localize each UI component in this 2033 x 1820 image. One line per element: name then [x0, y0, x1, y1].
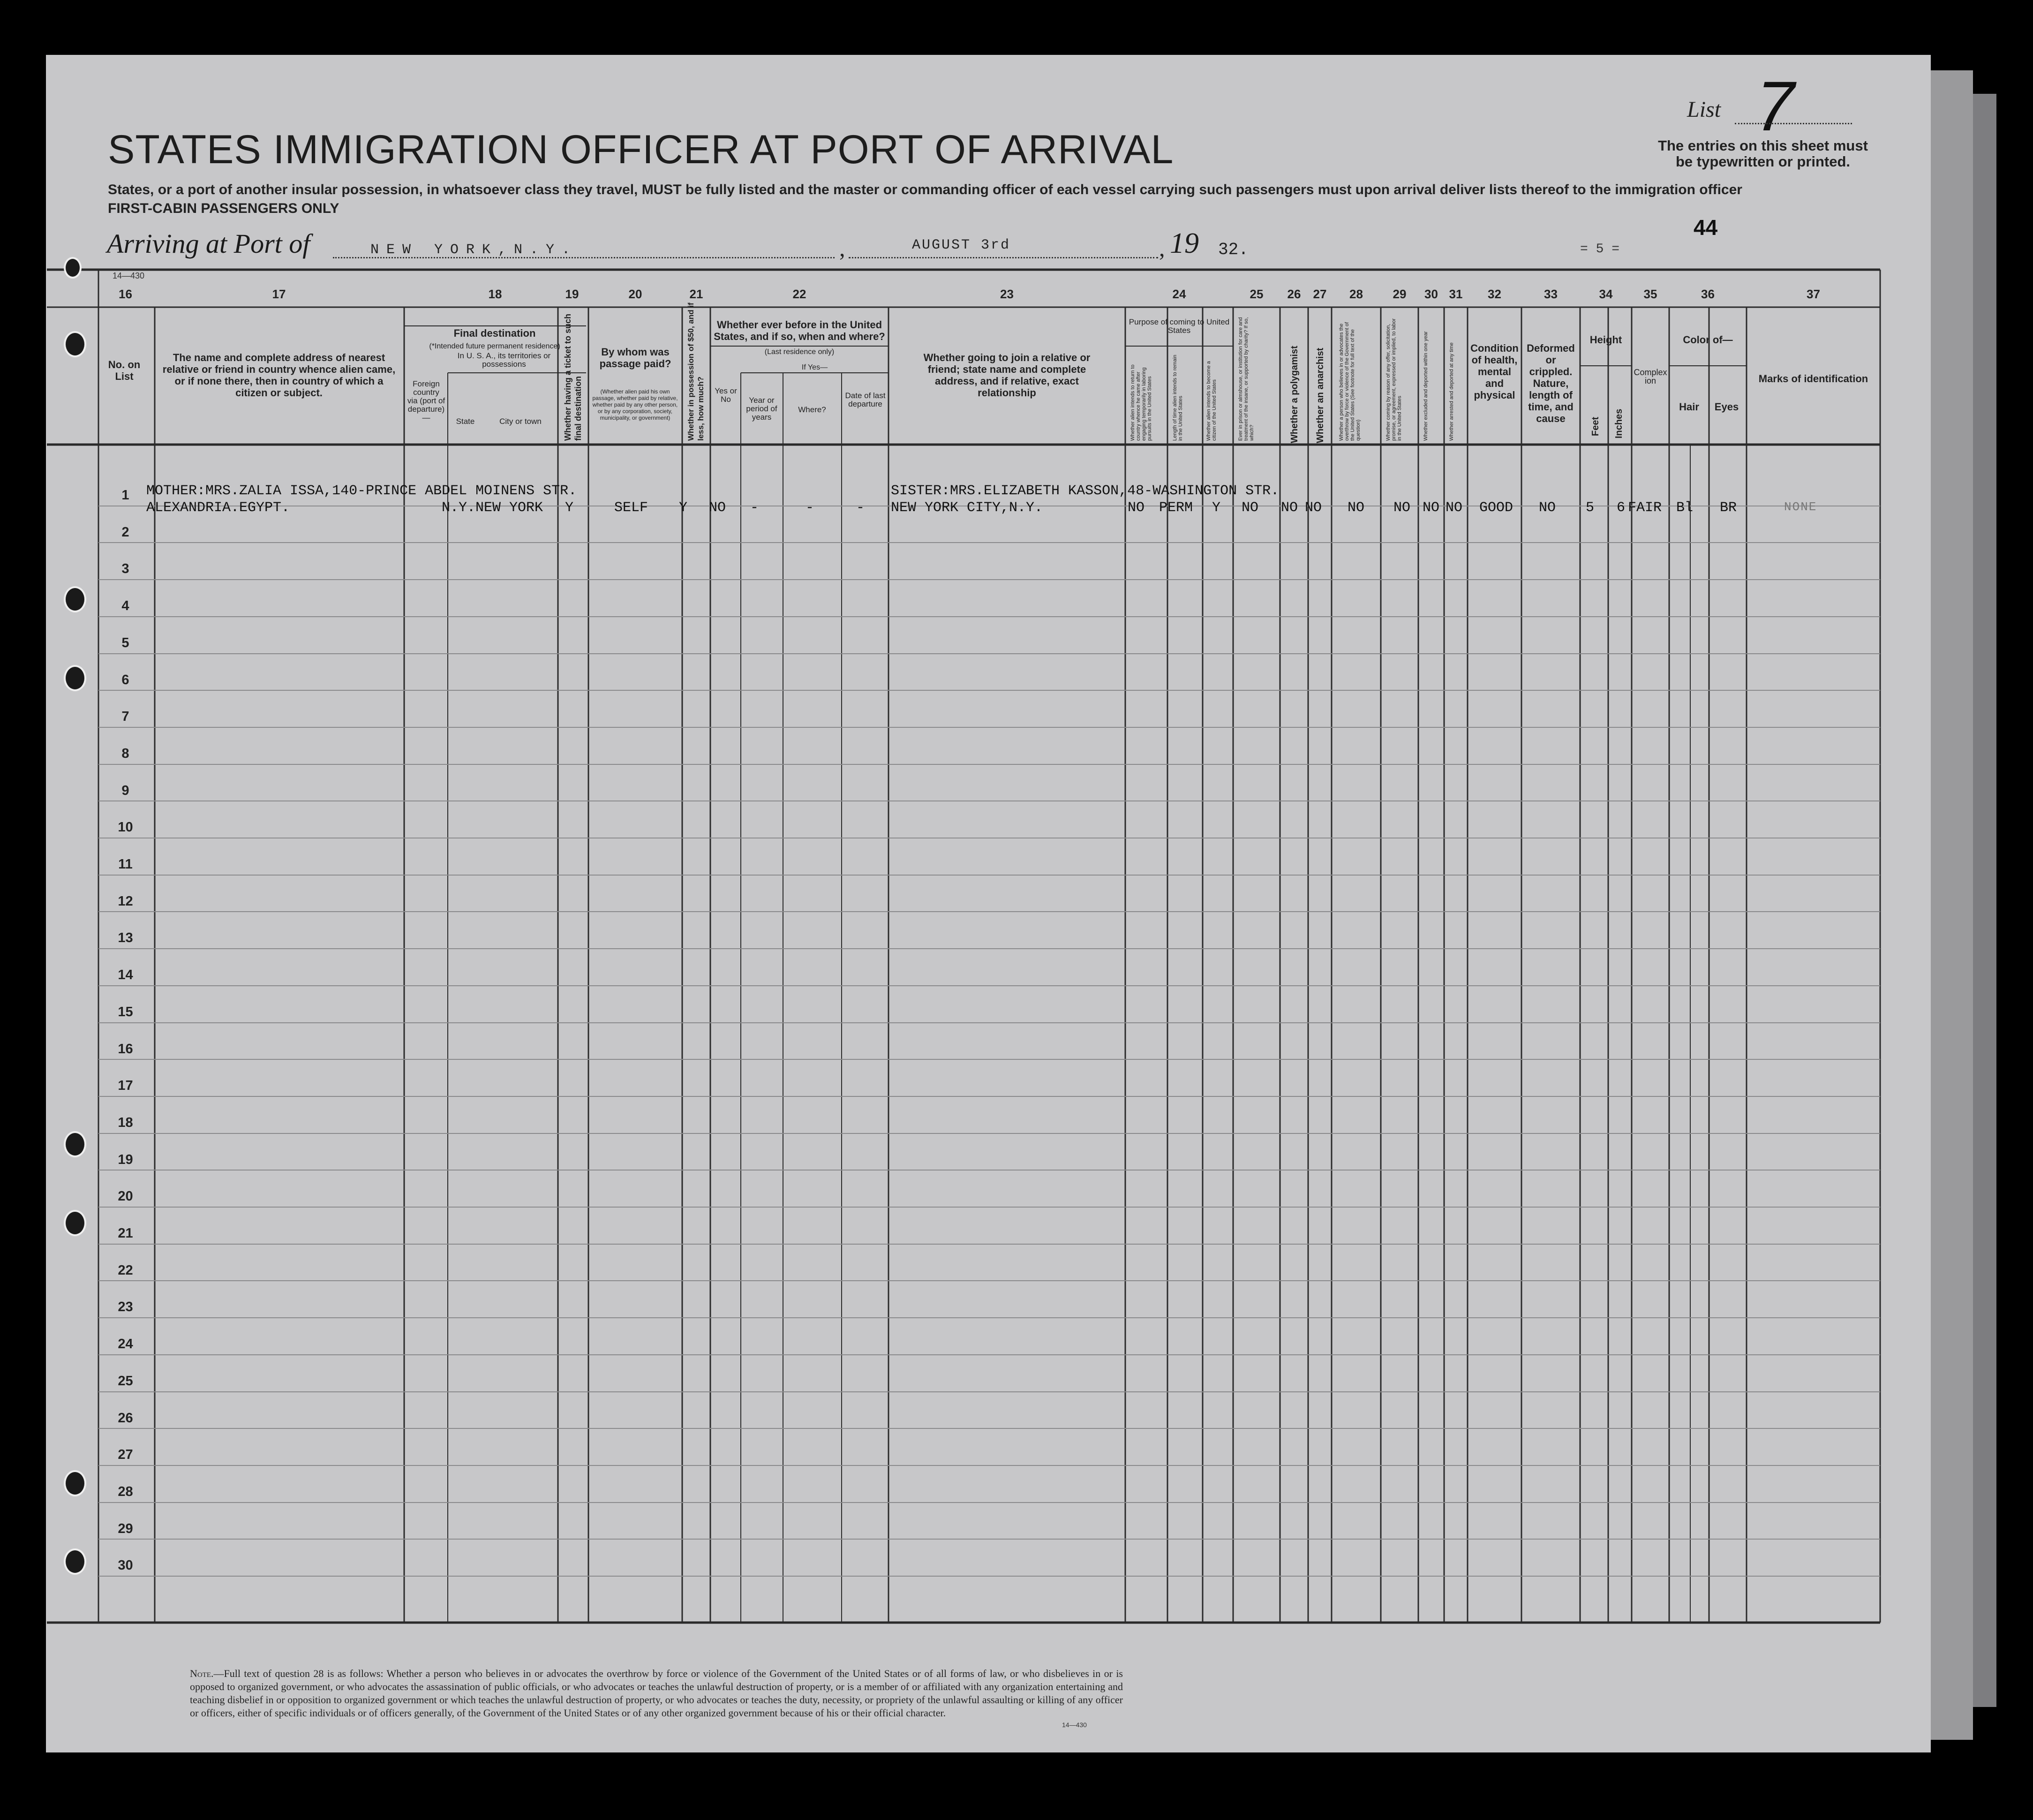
column-number: 33 — [1544, 287, 1558, 301]
entry-relative-line1: MOTHER:MRS.ZALIA ISSA,140-PRINCE ABDEL MOINENS STR. — [146, 483, 577, 499]
row-number: 25 — [118, 1374, 133, 1389]
row-number: 11 — [118, 857, 133, 872]
entry-purpose-citizen: Y — [1212, 500, 1221, 516]
heading-color-of: Color of— — [1683, 334, 1733, 346]
heading-complexion: Complexion — [1634, 368, 1667, 385]
heading-prison: Ever in prison or almshouse, or institution for care and treatment of the insane, or supported by charity? If so, which? — [1238, 317, 1255, 441]
column-number: 34 — [1599, 287, 1613, 301]
heading-nearest-relative: The name and complete address of nearest relative or friend in country whence alien came, or if none there, then in country of which a citizen or subject. — [162, 352, 396, 399]
heading-hair: Hair — [1679, 401, 1699, 413]
entry-prison: NO — [1242, 500, 1259, 516]
column-number: 32 — [1488, 287, 1501, 301]
row-number: 14 — [118, 967, 133, 982]
entry-q31: NO — [1446, 500, 1463, 516]
entry-q30: NO — [1423, 500, 1440, 516]
arriving-label: Arriving at Port of — [107, 228, 310, 259]
entry-marks: NONE — [1784, 500, 1817, 514]
page-number: 44 — [1694, 215, 1718, 240]
entry-inches: 6 — [1617, 500, 1626, 516]
heading-no-on-list: No. on List — [108, 359, 141, 382]
heading-city-or-town: City or town — [499, 417, 542, 426]
column-number: 31 — [1449, 287, 1463, 301]
heading-passage-paid: By whom was passage paid? — [599, 346, 671, 370]
entry-complexion: FAIR — [1628, 500, 1662, 516]
entry-ever-before: NO — [709, 500, 726, 516]
heading-condition: Condition of health, mental and physical — [1470, 342, 1519, 401]
footnote — [190, 1667, 1123, 1720]
year-century: 19 — [1170, 227, 1199, 259]
column-number: 37 — [1807, 287, 1820, 301]
heading-anarchist: Whether an anarchist — [1315, 347, 1325, 443]
entry-destination: N.Y.NEW YORK — [442, 500, 543, 516]
heading-q29: Whether coming by reason of any offer, solicitation, promise, or agreement, expressed or implied, to labor in the United States — [1385, 318, 1402, 441]
list-number: 7 — [1747, 67, 1804, 145]
column-number: 21 — [689, 287, 703, 301]
row-number: 30 — [118, 1558, 133, 1573]
entry-q28: NO — [1348, 500, 1365, 516]
heading-final-destination-note: (*Intended future permanent residence) — [429, 342, 560, 350]
row-number: 2 — [121, 525, 129, 540]
heading-final-destination: Final destination — [453, 327, 536, 339]
column-number: 23 — [1000, 287, 1014, 301]
binder-hole — [64, 1210, 86, 1236]
arrival-date: AUGUST 3rd — [912, 237, 1011, 253]
column-number: 35 — [1643, 287, 1657, 301]
page-mark: = 5 = — [1580, 242, 1620, 257]
heading-last-residence: (Last residence only) — [764, 348, 835, 356]
row-number: 29 — [118, 1521, 133, 1536]
entry-relative-line2: ALEXANDRIA.EGYPT. — [146, 500, 290, 516]
column-number: 30 — [1424, 287, 1438, 301]
binder-hole — [64, 257, 82, 279]
binder-hole — [64, 1131, 86, 1157]
binder-hole — [64, 1548, 86, 1575]
row-number: 20 — [118, 1189, 133, 1204]
row-number: 18 — [118, 1115, 133, 1130]
heading-ever-before: Whether ever before in the United States, and if so, when and where? — [714, 319, 885, 342]
entry-condition: GOOD — [1479, 500, 1513, 516]
entry-eyes: BR — [1720, 500, 1737, 516]
entry-q29: NO — [1393, 500, 1411, 516]
entry-hair: Bl — [1676, 500, 1694, 516]
column-number: 28 — [1349, 287, 1363, 301]
entry-passage-paid: SELF — [614, 500, 648, 516]
column-number: 36 — [1701, 287, 1715, 301]
column-number: 29 — [1393, 287, 1407, 301]
heading-purpose-citizen: Whether alien intends to become a citizen of the United States — [1206, 361, 1217, 441]
row-number: 8 — [121, 746, 129, 761]
entry-purpose-length: PERM — [1159, 500, 1193, 516]
binder-hole — [64, 586, 86, 612]
form-subtitle-cabin: FIRST-CABIN PASSENGERS ONLY — [108, 201, 339, 216]
column-number: 24 — [1172, 287, 1186, 301]
row-number: 7 — [121, 709, 129, 724]
row-number: 17 — [118, 1078, 133, 1093]
heading-polygamist: Whether a polygamist — [1289, 346, 1300, 443]
heading-date-last-departure: Date of last departure — [845, 391, 886, 408]
row-number: 24 — [118, 1337, 133, 1352]
column-number: 25 — [1250, 287, 1264, 301]
arrival-year: 32. — [1218, 240, 1249, 259]
row-number: 27 — [118, 1447, 133, 1462]
column-number: 19 — [565, 287, 579, 301]
heading-foreign-country: Foreign country via (port of departure)— — [407, 379, 445, 422]
entry-join-line2: NEW YORK CITY,N.Y. — [891, 500, 1043, 516]
row-number: 1 — [121, 488, 129, 503]
heading-where: Where? — [798, 405, 826, 414]
heading-q30: Whether excluded and deported within one year — [1423, 331, 1429, 441]
row-number: 15 — [118, 1004, 133, 1020]
heading-join-relative: Whether going to join a relative or friend; state name and complete address, and if relative, exact relationship — [923, 352, 1091, 399]
heading-in-usa: In U. S. A., its territories or possessions — [457, 351, 551, 369]
row-number: 6 — [121, 672, 129, 687]
entry-date-last-departure: - — [856, 500, 865, 516]
row-number: 3 — [121, 561, 129, 576]
entry-ticket: Y — [565, 500, 574, 516]
column-number: 27 — [1313, 287, 1327, 301]
comma-separator-2: , — [1159, 235, 1165, 261]
comma-separator: , — [839, 235, 845, 261]
heading-inches: Inches — [1614, 408, 1624, 438]
column-number: 16 — [119, 287, 132, 301]
row-number: 22 — [118, 1263, 133, 1278]
entry-polygamist: NO — [1281, 500, 1298, 516]
heading-q28: Whether a person who believes in or advocates the overthrow by force or violence of the Government of the United States (See footnote for full text of the question) — [1339, 322, 1361, 441]
footnote-form-code: 14—430 — [1062, 1721, 1087, 1729]
heading-possession-50: Whether in possession of $50, and if less, how much? — [686, 302, 705, 441]
footnote-text: —Full text of question 28 is as follows: Whether a person who believes in or advocates the overthrow by force or violence of the Government of the United States or of all forms of law, or who disbelieves in or is opposed to organized government, or who advocates the assassination of public officials, or who advocates or teaches the unlawful destruction of property, or is a member of or affiliated with any organization entertaining and teaching disbelief in or opposition to organized government or which teaches the unlawful destruction of property, or who advocates or teaches the duty, necessity, or propriety of the unlawful assaulting or killing of any officer or officers, either of specific individuals or of officers generally, of the Government of the United States or of any other organized government because of his or their official character. — [190, 1668, 1123, 1719]
port-of-arrival: NEW YORK,N.Y. — [370, 242, 578, 258]
entry-where: - — [806, 500, 814, 516]
entry-anarchist: NO — [1305, 500, 1322, 516]
heading-marks: Marks of identification — [1758, 373, 1868, 385]
binder-hole — [64, 1470, 86, 1496]
heading-purpose-return: Whether alien intends to return to country whence he came after engaging temporarily in laboring pursuits in the United States — [1130, 364, 1152, 441]
row-number: 21 — [118, 1226, 133, 1241]
column-number: 22 — [792, 287, 806, 301]
heading-passage-note: (Whether alien paid his own passage, whether paid by relative, whether paid by any other person, or by any corporation, society, municipality, or government) — [592, 388, 678, 421]
heading-height: Height — [1589, 334, 1622, 346]
column-number: 26 — [1287, 287, 1301, 301]
heading-eyes: Eyes — [1714, 401, 1739, 413]
entry-possession-50: Y — [679, 500, 688, 516]
form-title: STATES IMMIGRATION OFFICER AT PORT OF ARRIVAL — [108, 127, 1174, 172]
row-number: 26 — [118, 1411, 133, 1426]
heading-q31: Whether arrested and deported at any time — [1449, 342, 1454, 441]
entry-purpose-return: NO — [1128, 500, 1145, 516]
binder-hole — [64, 331, 86, 357]
entry-deformed: NO — [1539, 500, 1556, 516]
heading-ticket: Whether having a ticket to such final destination — [563, 313, 583, 441]
row-number: 28 — [118, 1484, 133, 1499]
heading-yes-or-no: Yes or No — [715, 386, 737, 404]
row-number: 10 — [118, 820, 133, 835]
row-number: 4 — [121, 598, 129, 613]
typewritten-notice: The entries on this sheet must be typewritten or printed. — [1658, 137, 1868, 170]
column-number: 17 — [272, 287, 286, 301]
entry-join-line1: SISTER:MRS.ELIZABETH KASSON,48-WASHINGTON STR. — [891, 483, 1280, 499]
row-number: 5 — [121, 635, 129, 650]
binder-hole — [64, 665, 86, 691]
heading-year-or-period: Year or period of years — [746, 396, 777, 422]
entry-feet: 5 — [1586, 500, 1595, 516]
heading-if-yes: If Yes— — [801, 363, 828, 371]
column-number: 20 — [628, 287, 642, 301]
row-number: 16 — [118, 1042, 133, 1057]
row-number: 9 — [121, 783, 129, 798]
row-number: 13 — [118, 930, 133, 945]
heading-purpose-length: Length of time alien intends to remain in the United States — [1172, 355, 1183, 441]
form-code: 14—430 — [113, 271, 145, 280]
list-label: List — [1687, 97, 1721, 122]
row-number: 23 — [118, 1299, 133, 1314]
heading-purpose: Purpose of coming to United States — [1129, 317, 1230, 335]
heading-feet: Feet — [1590, 416, 1601, 436]
heading-deformed: Deformed or crippled. Nature, length of time, and cause — [1527, 342, 1575, 424]
entry-year-or-period: - — [750, 500, 759, 516]
footnote-lead: Note. — [190, 1668, 214, 1679]
column-number: 18 — [488, 287, 502, 301]
row-number: 12 — [118, 894, 133, 909]
heading-state: State — [456, 417, 475, 426]
form-subtitle: States, or a port of another insular possession, in whatsoever class they travel, MUST be fully listed and the master or commanding officer of each vessel carrying such passengers must upon arrival deliver lists thereof to the immigration officer — [108, 182, 1742, 197]
row-number: 19 — [118, 1152, 133, 1167]
